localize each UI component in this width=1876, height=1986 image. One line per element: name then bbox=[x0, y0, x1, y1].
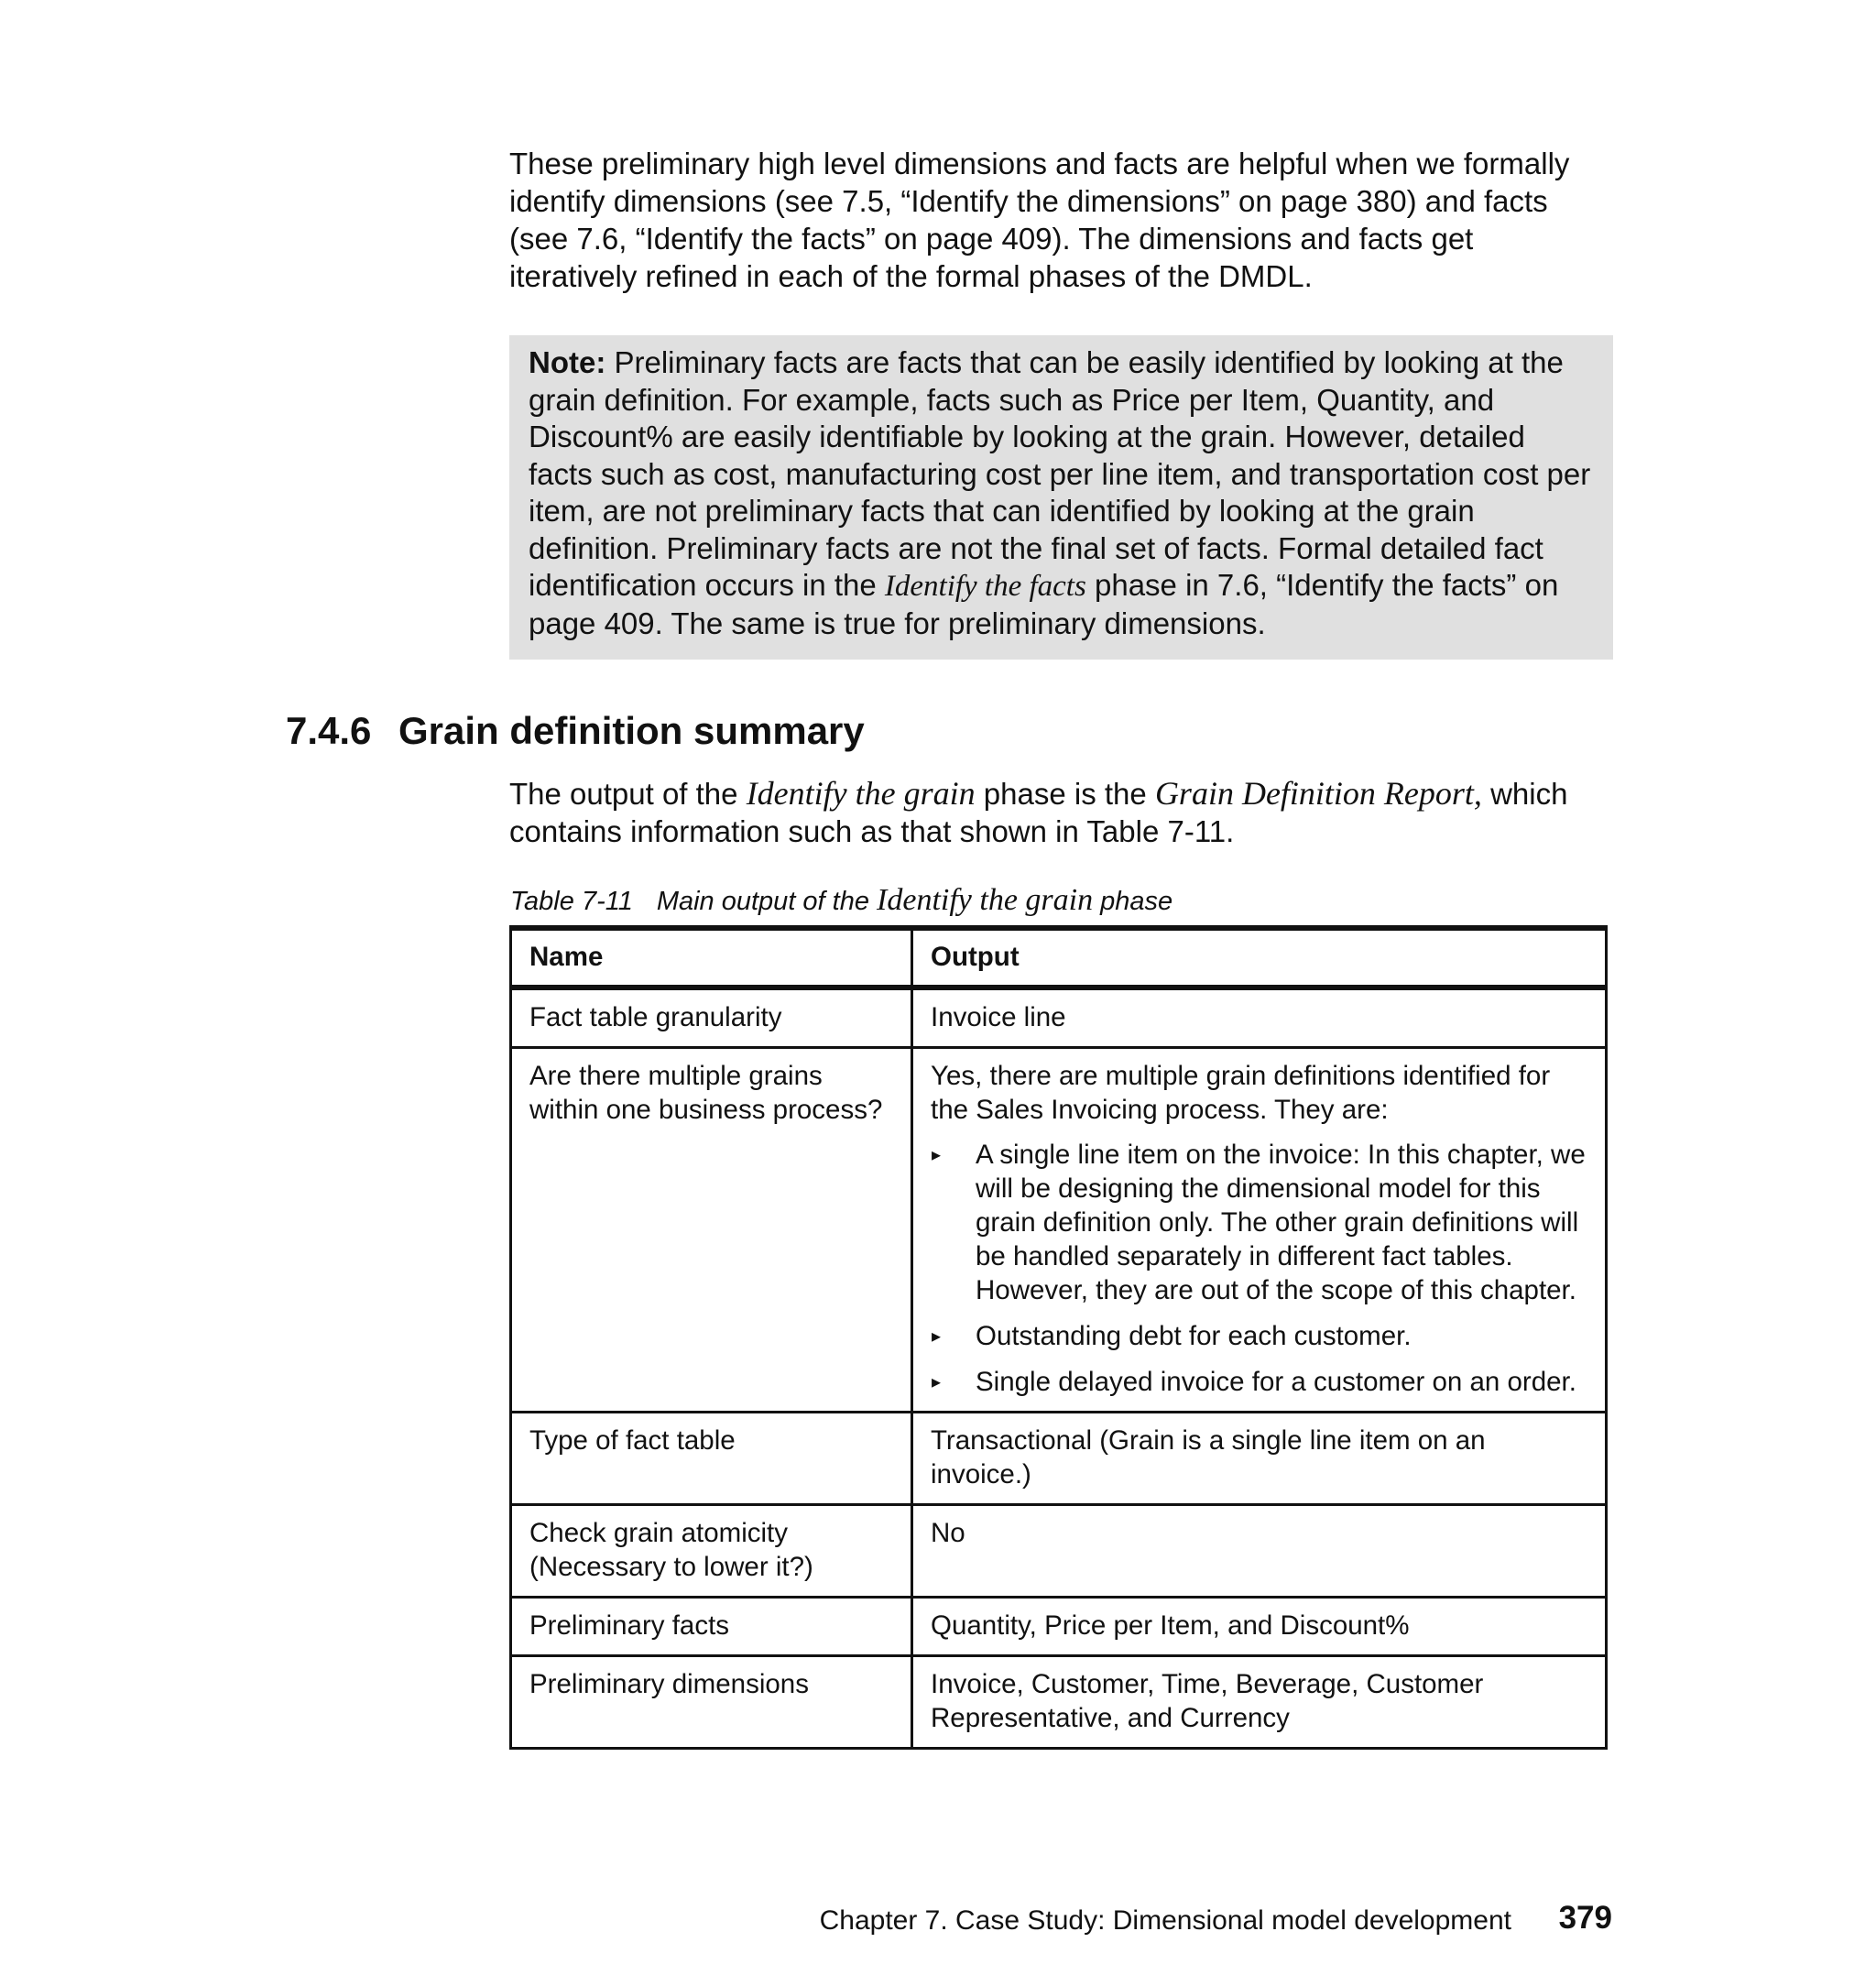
column-header-name: Name bbox=[511, 928, 912, 988]
note-text-before: Preliminary facts are facts that can be easily identified by looking at the grain definition. For example, facts such as Price per Item, Quantity, and Discount% are easily identifiable by looking at the grain. However, detailed facts such as cost, manufacturing cost per line item, and transportation cost per item, are not preliminary facts that can identified by looking at the grain definition. Preliminary facts are not the final set of facts. Formal detailed fact identification occurs in the bbox=[529, 345, 1591, 602]
note-box bbox=[509, 335, 1613, 660]
section-body-italic: Grain Definition Report, bbox=[1154, 775, 1482, 812]
section-number: 7.4.6 bbox=[286, 709, 372, 752]
table-caption-label: Table 7-11 bbox=[510, 887, 633, 916]
note-label: Note: bbox=[529, 345, 606, 379]
section-body-part: which contains information such as that shown in Table 7-11. bbox=[509, 777, 1568, 848]
triangle-bullet-icon: ▸ bbox=[932, 1326, 942, 1347]
column-header-output: Output bbox=[912, 928, 1607, 988]
row-output-cell: Invoice line bbox=[912, 988, 1607, 1048]
list-item-text: A single line item on the invoice: In this chapter, we will be designing the dimensional model for this grain definition only. The other grain definitions will be handled separately in different fact tables. However, they are out of the scope of this chapter. bbox=[976, 1140, 1586, 1305]
table-row bbox=[511, 1048, 1607, 1413]
list-item-text: Single delayed invoice for a customer on an order. bbox=[976, 1367, 1576, 1397]
table-row bbox=[511, 1656, 1607, 1749]
row-name-cell: Preliminary facts bbox=[511, 1598, 912, 1656]
table-caption-text: Main output of the bbox=[656, 887, 878, 916]
row-name-cell: Are there multiple grains within one business process? bbox=[511, 1048, 912, 1413]
section-title: Grain definition summary bbox=[398, 709, 865, 752]
triangle-bullet-icon: ▸ bbox=[932, 1145, 942, 1165]
section-heading bbox=[286, 707, 865, 755]
section-body-part: The output of the bbox=[509, 777, 747, 811]
grain-definition-table bbox=[509, 925, 1608, 1750]
row-name-cell: Preliminary dimensions bbox=[511, 1656, 912, 1749]
row-output-cell: Invoice, Customer, Time, Beverage, Customer Representative, and Currency bbox=[912, 1656, 1607, 1749]
page-footer bbox=[811, 1900, 1612, 1940]
table-caption-text-after: phase bbox=[1093, 887, 1173, 916]
triangle-bullet-icon: ▸ bbox=[932, 1372, 942, 1392]
table-row bbox=[511, 1505, 1607, 1598]
page-number: 379 bbox=[1558, 1900, 1612, 1936]
table-header-row bbox=[511, 928, 1607, 988]
chapter-title: Chapter 7. Case Study: Dimensional model development bbox=[819, 1905, 1511, 1936]
section-body bbox=[509, 775, 1609, 850]
row-name-cell: Type of fact table bbox=[511, 1413, 912, 1505]
row-name-cell: Check grain atomicity (Necessary to lower it?) bbox=[511, 1505, 912, 1598]
list-item bbox=[931, 1138, 1588, 1307]
grain-list bbox=[931, 1138, 1588, 1399]
row-output-text: Yes, there are multiple grain definitions identified for the Sales Invoicing process. They are: bbox=[931, 1061, 1551, 1125]
list-item bbox=[931, 1365, 1588, 1399]
list-item bbox=[931, 1319, 1588, 1353]
table-caption bbox=[510, 882, 1172, 920]
section-body-part: phase is the bbox=[975, 777, 1155, 811]
row-output-cell: Transactional (Grain is a single line item on an invoice.) bbox=[912, 1413, 1607, 1505]
note-text-after: phase in 7.6, “Identify the facts” on page 409. The same is true for preliminary dimensions. bbox=[529, 568, 1559, 640]
table-row bbox=[511, 1598, 1607, 1656]
intro-paragraph: These preliminary high level dimensions and facts are helpful when we formally identify dimensions (see 7.5, “Identify the dimensions” on page 380) and facts (see 7.6, “Identify the facts” on page 409). The dimensions and facts get iteratively refined in each of the formal phases of the DMDL. bbox=[509, 147, 1570, 293]
table-row bbox=[511, 1413, 1607, 1505]
table-caption-italic: Identify the grain bbox=[877, 883, 1094, 917]
note-italic-phase: Identify the facts bbox=[884, 570, 1086, 603]
row-name-cell: Fact table granularity bbox=[511, 988, 912, 1048]
section-body-italic: Identify the grain bbox=[746, 775, 976, 812]
row-output-cell: No bbox=[912, 1505, 1607, 1598]
list-item-text: Outstanding debt for each customer. bbox=[976, 1321, 1412, 1351]
row-output-cell bbox=[912, 1048, 1607, 1413]
note-text bbox=[529, 344, 1595, 642]
row-output-cell: Quantity, Price per Item, and Discount% bbox=[912, 1598, 1607, 1656]
table-row bbox=[511, 988, 1607, 1048]
